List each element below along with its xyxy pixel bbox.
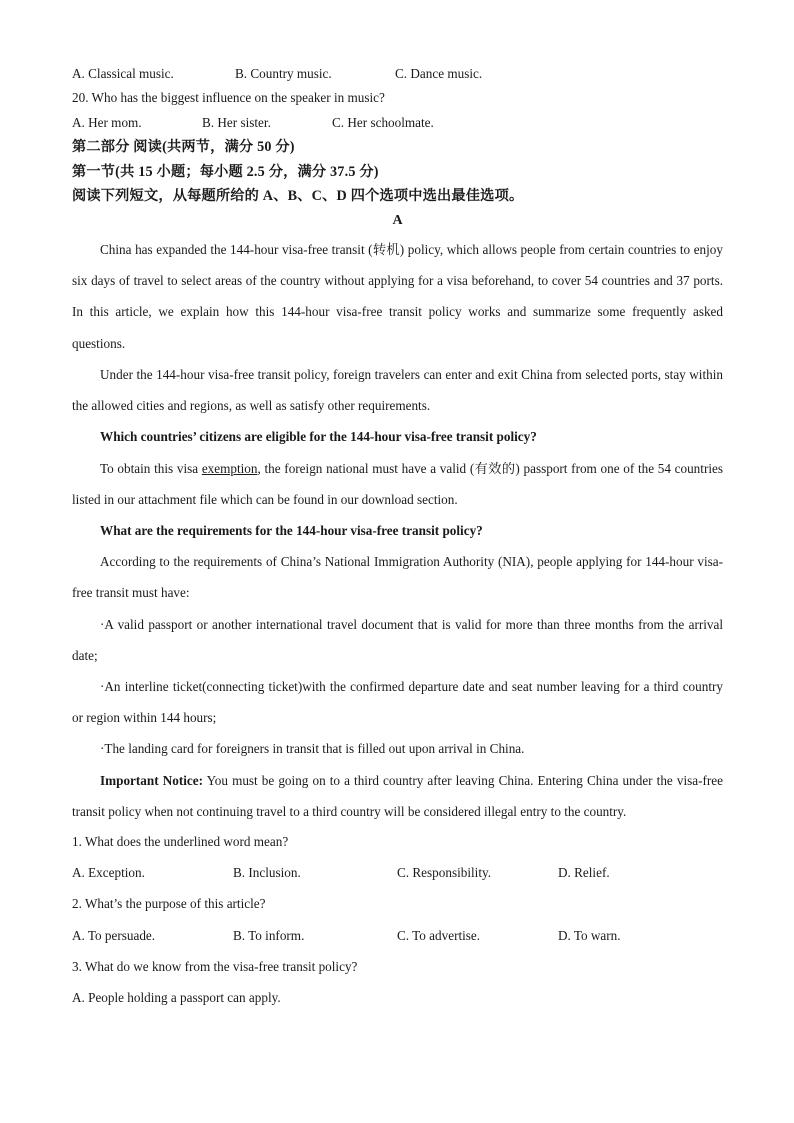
q3-option-a: A. People holding a passport can apply. (72, 990, 281, 1005)
q19-option-b: B. Country music. (235, 66, 332, 81)
paragraph-3-start: To obtain this visa (100, 461, 202, 476)
q1-question: 1. What does the underlined word mean? (72, 834, 289, 849)
q1-option-a: A. Exception. (72, 865, 145, 880)
paragraph-3 (72, 453, 723, 515)
q2-option-a: A. To persuade. (72, 928, 156, 943)
q2-question: 2. What’s the purpose of this article? (72, 896, 266, 911)
q20-option-a: A. Her mom. (72, 115, 142, 130)
q2-option-d: D. To warn. (558, 928, 621, 943)
q20-question: 20. Who has the biggest influence on the speaker in music? (72, 90, 385, 105)
q2-option-c: C. To advertise. (397, 928, 481, 943)
q20-option-b: B. Her sister. (202, 115, 271, 130)
q2-option-b: B. To inform. (233, 928, 305, 943)
instruction: 阅读下列短文，从每题所给的 A、B、C、D 四个选项中选出最佳选项。 (72, 188, 524, 204)
bullet-2: ·An interline ticket(connecting ticket)with the confirmed departure date and seat number leaving for a third country or region within 144 hours; (72, 679, 723, 726)
q19-options (72, 64, 723, 84)
q19-option-c: C. Dance music. (395, 66, 483, 81)
paragraph-4: According to the requirements of China’s National Immigration Authority (NIA), people applying for 144-hour visa-free transit must have: (72, 554, 723, 601)
q3-question: 3. What do we know from the visa-free transit policy? (72, 959, 358, 974)
paragraph-2: Under the 144-hour visa-free transit policy, foreign travelers can enter and exit China from selected ports, stay within the allowed cities and regions, as well as satisfy other requirements. (72, 367, 723, 414)
important-notice (72, 765, 723, 827)
section-heading: 第一节(共 15 小题；每小题 2.5 分，满分 37.5 分) (72, 164, 379, 180)
subheading-eligibility: Which countries’ citizens are eligible for the 144-hour visa-free transit policy? (100, 429, 537, 444)
notice-text: You must be going on to a third country after leaving China. Entering China under the visa-free transit policy when not continuing travel to a third country will be considered illegal entry to the country. (72, 773, 723, 820)
part-heading: 第二部分 阅读(共两节，满分 50 分) (72, 139, 295, 155)
paragraph-3-end: , the foreign national must have a valid (有效的) passport from one of the 54 countries listed in our attachment file which can be found in our download section. (72, 461, 723, 508)
paragraph-1: China has expanded the 144-hour visa-free transit (转机) policy, which allows people from certain countries to enjoy six days of travel to select areas of the country without applying for a visa beforehand, to cover 54 countries and 37 ports. In this article, we explain how this 144-hour visa-free transit policy works and summarize some frequently asked questions. (72, 242, 723, 351)
q19-option-a: A. Classical music. (72, 66, 174, 81)
underlined-word: exemption (201, 461, 258, 476)
q1-option-c: C. Responsibility. (397, 865, 492, 880)
passage-label: A (392, 213, 403, 228)
q20-options (72, 113, 723, 133)
q2-options (72, 926, 723, 946)
bullet-1: ·A valid passport or another international travel document that is valid for more than three months from the arrival date; (72, 617, 723, 664)
bullet-3: ·The landing card for foreigners in transit that is filled out upon arrival in China. (100, 741, 525, 756)
q1-option-d: D. Relief. (558, 865, 610, 880)
subheading-requirements: What are the requirements for the 144-hour visa-free transit policy? (100, 523, 483, 538)
q1-option-b: B. Inclusion. (233, 865, 301, 880)
q1-options (72, 863, 723, 883)
q20-option-c: C. Her schoolmate. (332, 115, 434, 130)
notice-label: Important Notice: (100, 773, 203, 788)
